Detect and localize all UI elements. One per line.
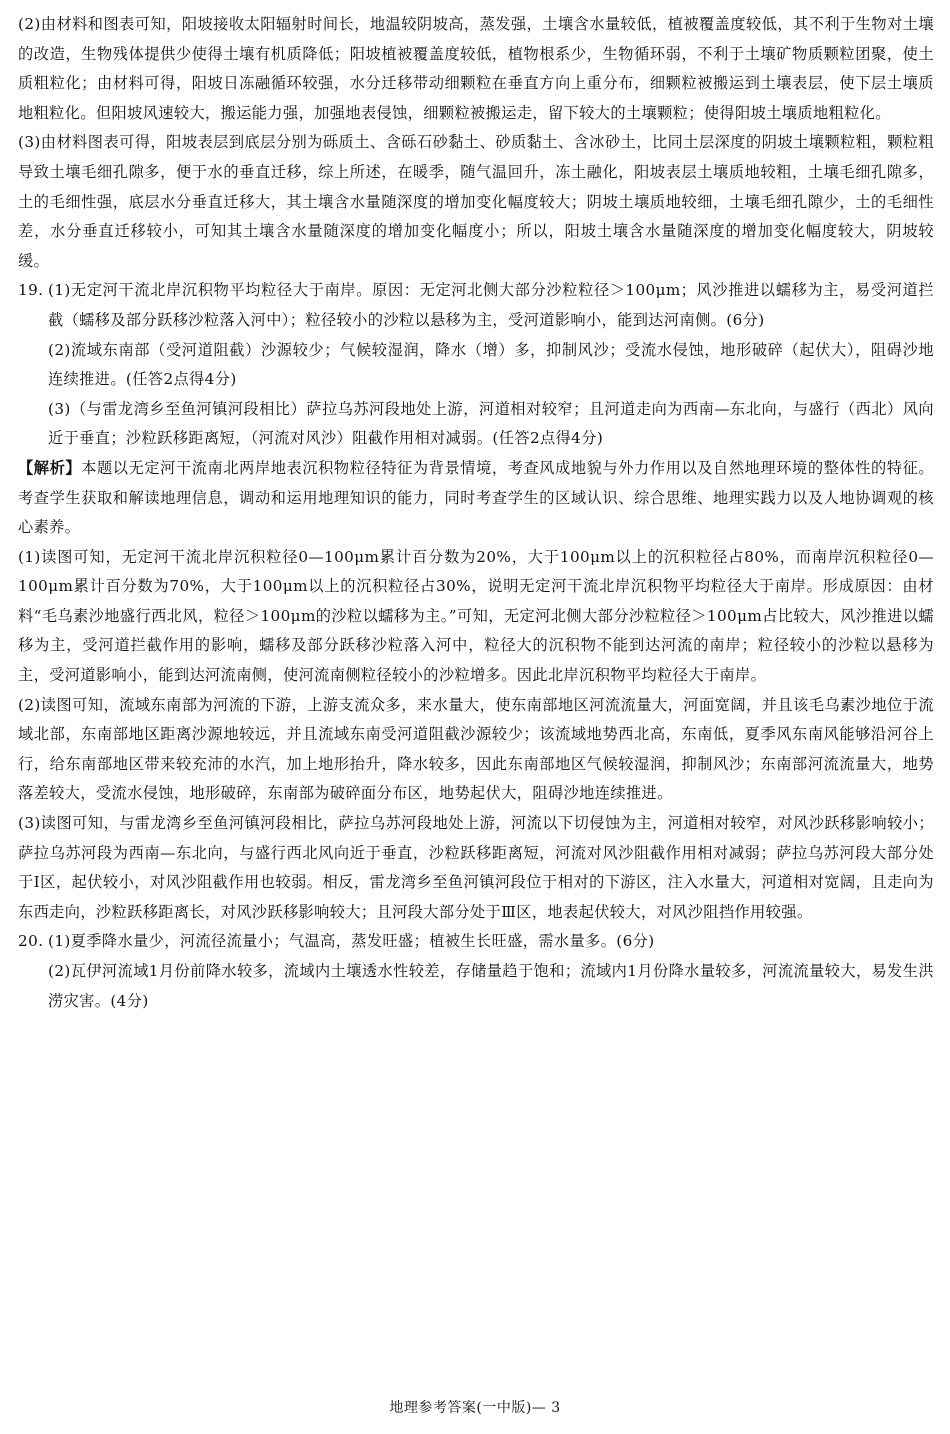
q19-explanation-2: (2)读图可知，流域东南部为河流的下游，上游支流众多，来水量大，使东南部地区河流流量大，河面宽阔，并且该毛乌素沙地位于流域北部，东南部地区距离沙源地较远，并且流域东南受河道阻截沙源较少；该流域地势西北高，东南低，夏季风东南风能够沿河谷上行，给东南部地区带来较充沛的水汽，加上地形抬升，降水较多，因此东南部地区气候较湿润，抑制风沙；东南部河流流量大，地势落差较大，受流水侵蚀，地形破碎，东南部为破碎面分布区，地势起伏大，阻碍沙地连续推进。 [18,695,934,803]
q19-answer-1: (1)无定河干流北岸沉积物平均粒径大于南岸。原因：无定河北侧大部分沙粒粒径＞100μm；风沙推进以蠕移为主，易受河道拦截（蠕移及部分跃移沙粒落入河中）；粒径较小的沙粒以悬移为主，受河道影响小，能到达河南侧。(6分) [48,281,934,329]
analysis-intro: 本题以无定河干流南北两岸地表沉积物粒径特征为背景情境，考查风成地貌与外力作用以及自然地理环境的整体性的特征。考查学生获取和解读地理信息，调动和运用地理知识的能力，同时考查学生的区域认识、综合思维、地理实践力以及人地协调观的核心素养。 [18,458,934,537]
question-20 [18,927,934,1016]
q19-answer-2: (2)流域东南部（受河道阻截）沙源较少；气候较湿润，降水（增）多，抑制风沙；受流水侵蚀，地形破碎（起伏大），阻碍沙地连续推进。(任答2点得4分) [48,340,934,389]
page-footer: 地理参考答案(一中版)— 3 [389,1400,561,1416]
q18-answer-2: (2)由材料和图表可知，阳坡接收太阳辐射时间长，地温较阴坡高，蒸发强，土壤含水量较低，植被覆盖度较低，其不利于生物对土壤的改造，生物残体提供少使得土壤有机质降低；阳坡植被覆盖度较低，植物根系少，生物循环弱，不利于土壤矿物质颗粒团聚，使土质粗粒化；由材料可得，阳坡日冻融循环较强，水分迁移带动细颗粒在垂直方向上重分布，细颗粒被搬运到土壤表层，使下层土壤质地粗粒化。但阳坡风速较大，搬运能力强，加强地表侵蚀，细颗粒被搬运走，留下较大的土壤颗粒；使得阳坡土壤质地粗粒化。 [18,15,934,122]
q19-explanation-3: (3)读图可知，与雷龙湾乡至鱼河镇河段相比，萨拉乌苏河段地处上游，河流以下切侵蚀为主，河道相对较窄，对风沙跃移影响较小；萨拉乌苏河段为西南—东北向，与盛行西北风向近于垂直，沙粒跃移距离短，河流对风沙阻截作用相对减弱；萨拉乌苏河段大部分处于Ⅰ区，起伏较小，对风沙阻截作用也较弱。相反，雷龙湾乡至鱼河镇河段位于相对的下游区，注入水量大，河道相对宽阔，且走向为东西走向，沙粒跃移距离长，对风沙跃移影响较大；且河段大部分处于Ⅲ区，地表起伏较大，对风沙阻挡作用较强。 [18,814,934,921]
question-number: 20. [18,932,44,951]
q18-answer-3: (3)由材料图表可得，阳坡表层到底层分别为砾质土、含砾石砂黏土、砂质黏土、含冰砂土，比同土层深度的阴坡土壤颗粒粗，颗粒粗导致土壤毛细孔隙多，便于水的垂直迁移，综上所述，在暖季，随气温回升，冻土融化，阳坡表层土壤质地较粗，土壤毛细孔隙多，土的毛细性强，底层水分垂直迁移大，其土壤含水量随深度的增加变化幅度较大；阴坡土壤质地较细，土壤毛细孔隙少，土的毛细性差，水分垂直迁移较小，可知其土壤含水量随深度的增加变化幅度小；所以，阳坡土壤含水量随深度的增加变化幅度较大，阴坡较缓。 [18,133,934,270]
question-19 [18,276,934,454]
question-number: 19. [18,281,44,300]
q20-answer-2: (2)瓦伊河流域1月份前降水较多，流域内土壤透水性较差，存储量趋于饱和；流域内1月份降水量较多，河流流量较大，易发生洪涝灾害。(4分) [48,962,934,1010]
q19-answer-3: (3)（与雷龙湾乡至鱼河镇河段相比）萨拉乌苏河段地处上游，河道相对较窄；且河道走向为西南—东北向，与盛行（西北）风向近于垂直；沙粒跃移距离短，（河流对风沙）阻截作用相对减弱。(任答2点得4分) [48,399,934,448]
q19-explanation-1: (1)读图可知，无定河干流北岸沉积粒径0—100μm累计百分数为20%，大于100μm以上的沉积粒径占80%，而南岸沉积粒径0—100μm累计百分数为70%，大于100μm以上的沉积粒径占30%，说明无定河干流北岸沉积物平均粒径大于南岸。形成原因：由材料“毛乌素沙地盛行西北风，粒径＞100μm的沙粒以蠕移为主。”可知，无定河北侧大部分沙粒粒径＞100μm占比较大，风沙推进以蠕移为主，受河道拦截作用的影响，蠕移及部分跃移沙粒落入河中，粒径大的沉积物不能到达河流的南岸；粒径较小的沙粒以悬移为主，受河道影响小，能到达河流南侧，使河流南侧粒径较小的沙粒增多。因此北岸沉积物平均粒径大于南岸。 [18,547,934,685]
q20-answer-1: (1)夏季降水量少，河流径流量小；气温高，蒸发旺盛；植被生长旺盛，需水量多。(6分) [48,932,655,951]
analysis-tag: 【解析】 [18,458,82,477]
answer-content [18,10,934,1016]
